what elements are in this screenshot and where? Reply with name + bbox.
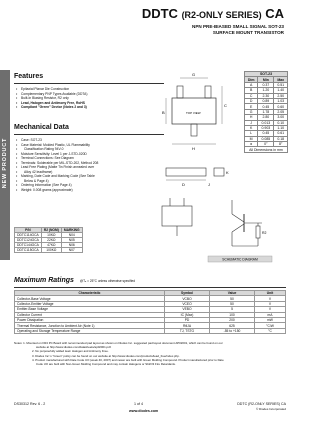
cell: A — [245, 82, 258, 87]
cell: DDTC124GCA — [15, 238, 42, 243]
cell: DDTC144GCA — [15, 243, 42, 248]
features-item: • Complementary PNP Types Available (DDTA) — [14, 92, 87, 97]
sot23-table-title: SOT-23 — [245, 72, 288, 77]
mech-item: • Lead Free Plating (Matte Tin Finish annealed over — [14, 165, 98, 170]
table-row — [245, 98, 288, 103]
title-suffix: CA — [265, 6, 284, 21]
dim-label-c: C — [224, 103, 227, 108]
max-ratings-heading — [14, 277, 135, 284]
sot23-table-footer: All Dimensions in mm — [245, 147, 288, 152]
features-item: • Lead, Halogen and Antimony Free, RoHS — [14, 101, 87, 106]
table-row — [15, 233, 83, 238]
table-row — [245, 104, 288, 109]
footer-doc-number: DS30312 Rev. 6 - 2 — [14, 402, 46, 406]
cell: 47KΩ — [41, 243, 61, 248]
cell: N05 — [61, 238, 82, 243]
cell: 1.03 — [274, 98, 288, 103]
cell: Thermal Resistance, Junction to Ambient Air (Note 1) — [15, 323, 165, 328]
cell: DDTC115GCA — [15, 248, 42, 253]
cell: E — [245, 104, 258, 109]
cell: G — [245, 109, 258, 114]
mech-item: • Weight: 0.008 grams (approximate) — [14, 188, 98, 193]
title-main: DDTC — [141, 6, 178, 21]
dim-label-h: H — [192, 146, 195, 151]
sot23-package-drawing — [152, 70, 240, 158]
cell: 0° — [258, 142, 274, 147]
mech-rule — [14, 134, 164, 135]
cell: C — [245, 93, 258, 98]
cell: VCEO — [165, 301, 210, 306]
cell: 3.00 — [274, 115, 288, 120]
dim-label-d: D — [182, 182, 185, 187]
table-row — [15, 248, 83, 253]
cell: 22KΩ — [41, 238, 61, 243]
r2-label: R2 — [262, 231, 267, 235]
cell: 50 — [210, 301, 255, 306]
cell: VEBO — [165, 307, 210, 312]
cell: 5 — [210, 307, 255, 312]
cell: 0.37 — [258, 82, 274, 87]
table-row — [245, 82, 288, 87]
max-col-header: Unit — [255, 291, 286, 296]
cell: IC (Max) — [165, 312, 210, 317]
max-ratings-title: Maximum Ratings — [14, 277, 74, 284]
cell: K — [245, 125, 258, 130]
footer-page: 1 of 4 — [134, 402, 143, 406]
cell: mA — [255, 312, 286, 317]
max-ratings-table — [14, 290, 286, 334]
table-row — [245, 120, 288, 125]
cell: 0.51 — [274, 82, 288, 87]
cell: N04 — [61, 233, 82, 238]
marking-table — [14, 227, 83, 253]
cell: Collector Current — [15, 312, 165, 317]
footer-url[interactable]: www.diodes.com — [129, 409, 159, 413]
cell: 2.80 — [258, 115, 274, 120]
table-row — [245, 136, 288, 141]
subtitle-line-2: SURFACE MOUNT TRANSISTOR — [212, 30, 284, 35]
footer-copyright: © Diodes Incorporated — [255, 407, 286, 411]
cell: TJ, TSTG — [165, 328, 210, 333]
cell: B — [245, 88, 258, 93]
cell: 0.61 — [274, 131, 288, 136]
cell: 1.78 — [258, 109, 274, 114]
table-row — [245, 88, 288, 93]
cell: PD — [165, 317, 210, 322]
max-col-header: Value — [210, 291, 255, 296]
mech-item: • Ordering Information (See Page 4) — [14, 183, 98, 188]
mech-item: • Case: SOT-23 — [14, 138, 98, 143]
features-list — [14, 87, 87, 110]
top-view-label: TOP VIEW — [186, 111, 201, 115]
cell: 200 — [210, 317, 255, 322]
cell: 0.013 — [258, 120, 274, 125]
cell: 0.18 — [274, 136, 288, 141]
cell: VCBO — [165, 296, 210, 301]
mech-item: • Terminals: Solderable per MIL-STD-202, Method 208 — [14, 161, 98, 166]
features-item: • Compliant "Green" Device (Notes 2 and 3) — [14, 105, 87, 110]
cell: 50 — [210, 296, 255, 301]
mech-item: • Below & Page 4) — [14, 179, 98, 184]
mech-item: • Classification Rating 94V-0 — [14, 147, 98, 152]
max-col-header: Symbol — [165, 291, 210, 296]
table-row — [245, 93, 288, 98]
cell: Collector-Emitter Voltage — [15, 301, 165, 306]
sot23-col-header: Max — [274, 77, 288, 82]
cell: 625 — [210, 323, 255, 328]
cell: 1.10 — [274, 125, 288, 130]
marking-col-header: R2 (NOM) — [41, 228, 61, 233]
cell: 0.085 — [258, 136, 274, 141]
mech-list — [14, 138, 98, 192]
page-title — [142, 6, 284, 21]
note-line: 4. Product manufactured with Date Code UO (week 40, 2007) and newer are built with Green Molding Compound. Product manufactured prior to Date — [32, 357, 224, 362]
mech-heading: Mechanical Data — [14, 124, 69, 131]
mech-item: • Alloy 42 leadframe) — [14, 170, 98, 175]
note-line: 3. Diodes Inc.'s "Green" policy can be found on our website at http://www.diodes.com/products/lead_free/index.php. — [32, 353, 180, 358]
cell: H — [245, 115, 258, 120]
max-ratings-condition: @Tₐ = 25°C unless otherwise specified — [79, 279, 136, 283]
table-row — [15, 243, 83, 248]
table-row — [15, 328, 286, 333]
cell: DDTC114GCA — [15, 233, 42, 238]
schematic-label: SCHEMATIC DIAGRAM — [222, 257, 258, 262]
note-line: Code UO are built with Non-Green Molding Compound and may contain Halogens or Sb2O3 Fire Retardants. — [36, 362, 176, 367]
note-line: 2. No purposefully added lead. Halogen and Antimony Free. — [32, 349, 109, 354]
cell: 0.10 — [274, 120, 288, 125]
cell: J — [245, 120, 258, 125]
cell: V — [255, 296, 286, 301]
sot23-dimension-table — [244, 71, 288, 153]
cell: 0.45 — [258, 104, 274, 109]
cell: M — [245, 136, 258, 141]
note-line: website at http://www.diodes.com/datasheets/ap02001.pdf. — [36, 345, 112, 350]
table-row — [245, 142, 288, 147]
note-line: Notes: 1. Mounted on FR4 PC Board with recommended pad layout as shown on Diodes Inc. suggested pad layout document AP02001, which can be found on our — [14, 341, 223, 345]
table-row — [245, 115, 288, 120]
marking-col-header: P/N — [15, 228, 42, 233]
table-row — [245, 131, 288, 136]
cell: 1.40 — [274, 88, 288, 93]
cell: 2.30 — [258, 93, 274, 98]
cell: 2.50 — [274, 93, 288, 98]
mech-item: • Terminal Connections: See Diagram — [14, 156, 98, 161]
features-item: • Epitaxial Planar Die Construction — [14, 87, 87, 92]
subtitle-line-1: NPN PRE-BIASED SMALL SIGNAL SOT-23 — [192, 24, 284, 29]
cell: Operating and Storage Temperature Range — [15, 328, 165, 333]
cell: 0.89 — [258, 98, 274, 103]
cell: °C/W — [255, 323, 286, 328]
cell: RθJA — [165, 323, 210, 328]
footer-title: DDTC (R2-ONLY SERIES) CA — [237, 402, 286, 406]
dim-label-b: B — [162, 110, 165, 115]
features-rule — [14, 83, 164, 84]
max-col-header: Characteristic — [15, 291, 165, 296]
cell: Emitter-Base Voltage — [15, 307, 165, 312]
sot23-col-header: Dim — [245, 77, 258, 82]
sot23-col-header: Min — [258, 77, 274, 82]
cell: °C — [255, 328, 286, 333]
table-row — [245, 109, 288, 114]
sidebar-label: NEW PRODUCT — [2, 137, 8, 189]
cell: N06 — [61, 243, 82, 248]
mech-item: • Case Material: Molded Plastic, UL Flammability — [14, 143, 98, 148]
marking-col-header: MARKING — [61, 228, 82, 233]
cell: 1.20 — [258, 88, 274, 93]
new-product-sidebar — [0, 70, 10, 260]
table-row — [15, 238, 83, 243]
cell: 0.903 — [258, 125, 274, 130]
cell: 0.45 — [258, 131, 274, 136]
mech-item: • Marking, Date Code and Marking Code (See Table — [14, 174, 98, 179]
dim-label-j: J — [208, 182, 210, 187]
cell: L — [245, 131, 258, 136]
title-paren: (R2-ONLY SERIES) — [181, 10, 262, 20]
cell: mW — [255, 317, 286, 322]
cell: 8° — [274, 142, 288, 147]
mech-item: • Moisture Sensitivity: Level 1 per J-STD-020D — [14, 152, 98, 157]
cell: 2.05 — [274, 109, 288, 114]
cell: α — [245, 142, 258, 147]
cell: N07 — [61, 248, 82, 253]
features-item: • Built-In Biasing Resistor, R2 only — [14, 96, 87, 101]
cell: 0.60 — [274, 104, 288, 109]
max-ratings-rule — [14, 287, 286, 288]
pinout-schematic — [152, 192, 288, 266]
cell: D — [245, 98, 258, 103]
cell: Power Dissipation — [15, 317, 165, 322]
cell: Collector-Base Voltage — [15, 296, 165, 301]
cell: 10KΩ — [41, 233, 61, 238]
cell: V — [255, 301, 286, 306]
dim-label-g: G — [192, 72, 196, 77]
dim-label-k: K — [226, 170, 229, 175]
notes-block — [14, 341, 286, 366]
table-row — [245, 125, 288, 130]
cell: -55 to +150 — [210, 328, 255, 333]
features-heading: Features — [14, 73, 44, 80]
cell: 100 — [210, 312, 255, 317]
cell: 100KΩ — [41, 248, 61, 253]
cell: V — [255, 307, 286, 312]
sot23-side-view — [152, 160, 240, 188]
